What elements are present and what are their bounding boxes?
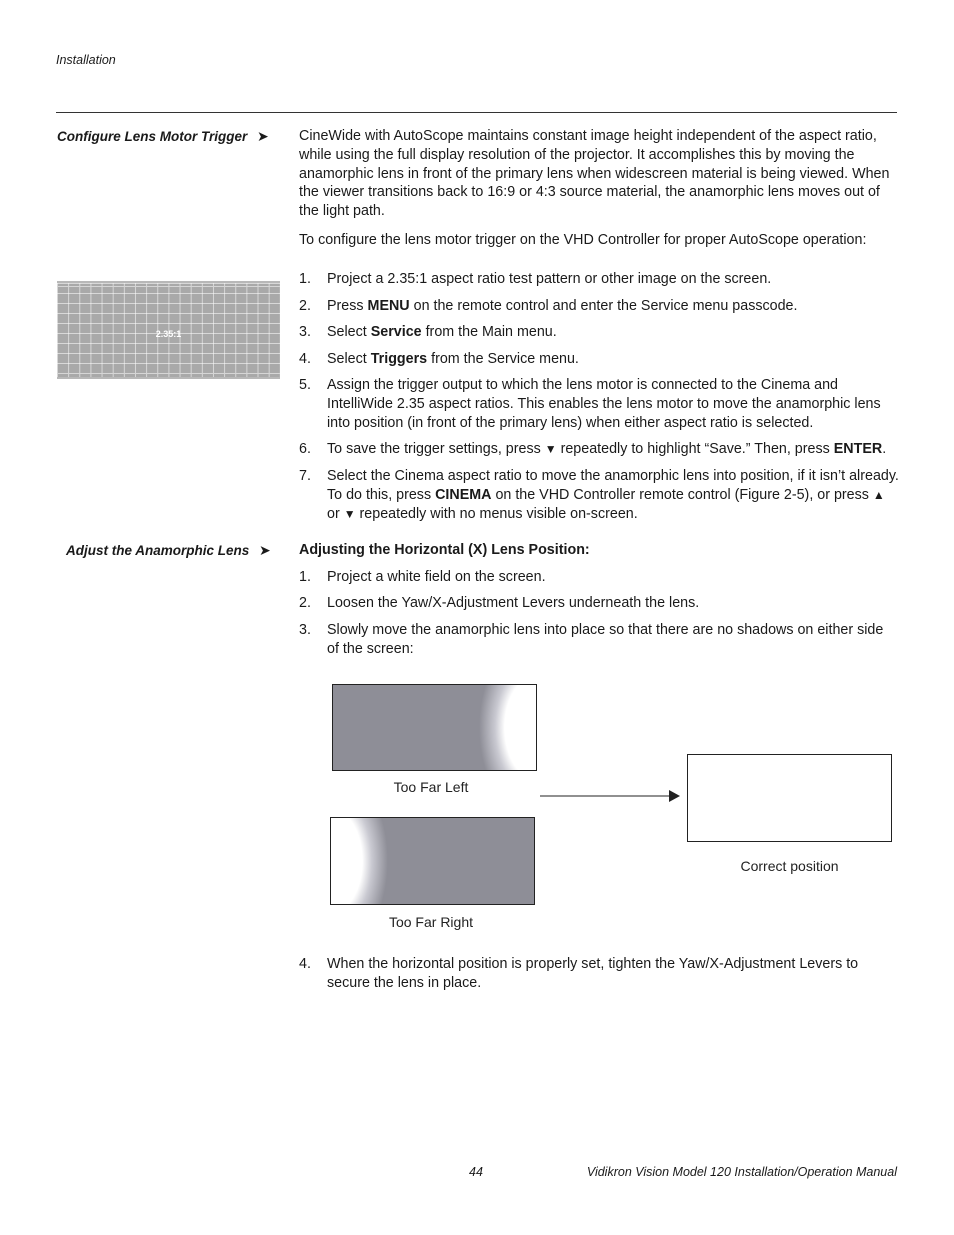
section-heading-anamorphic	[66, 542, 271, 559]
page-number: 44	[469, 1165, 483, 1179]
intro-paragraph-2: To configure the lens motor trigger on the VHD Controller for proper AutoScope operation:	[299, 231, 867, 248]
label-too-far-right: Too Far Right	[388, 914, 474, 930]
section-title: Adjust the Anamorphic Lens	[66, 543, 250, 558]
arrow-connector	[539, 788, 681, 804]
down-triangle-icon: ▼	[544, 442, 557, 456]
running-header: Installation	[56, 53, 116, 67]
section-heading-lens-motor	[57, 128, 269, 145]
label-too-far-left: Too Far Left	[393, 779, 469, 795]
label-correct-position: Correct position	[740, 858, 839, 874]
header-rule	[56, 112, 897, 113]
pattern-stripe	[57, 286, 280, 287]
arrow-right-icon: ➤	[257, 128, 269, 144]
screen-too-far-right	[330, 817, 535, 905]
steps-list-lens: 1. Project a white field on the screen. 2. Loosen the Yaw/X-Adjustment Levers underneath the lens. 3. Slowly move the anamorphic lens into place so that there are no shadows on either side of the screen:	[299, 569, 884, 657]
arrowhead-icon	[669, 790, 680, 802]
down-triangle-icon: ▼	[343, 506, 356, 521]
up-triangle-icon: ▲	[872, 487, 885, 502]
section-title: Configure Lens Motor Trigger	[57, 129, 248, 144]
test-pattern-image	[57, 281, 280, 379]
intro-block	[299, 127, 899, 250]
intro-paragraph: CineWide with AutoScope maintains constant image height independent of the aspect ratio, while using the full display resolution of the projector. It accomplishes this by moving the anamorphic lens in front of the primary lens when widescreen material is being viewed. When the viewer transitions back to 16:9 or 4:3 source material, the anamorphic lens moves out of the light path.	[299, 128, 890, 220]
arrow-right-icon: ➤	[259, 542, 271, 558]
pattern-stripe	[57, 373, 280, 374]
aspect-ratio-label: 2.35:1	[155, 329, 182, 339]
screen-correct-position	[687, 754, 892, 842]
screen-too-far-left	[332, 684, 537, 771]
steps-list-lens-continued: 4. When the horizontal position is properly set, tighten the Yaw/X-Adjustment Levers to secure the lens in place.	[299, 956, 859, 991]
subheading: Adjusting the Horizontal (X) Lens Position:	[299, 542, 590, 558]
steps-list-trigger: 1. Project a 2.35:1 aspect ratio test pattern or other image on the screen. 2. Press MENU on the remote control and enter the Service menu passcode. 3. Select Service from the Main menu. 4. Select Triggers from the Service menu. 5. Assign the trigger output to which the lens motor is connected to the Cinema and IntelliWide 2.35 aspect ratios. This enables the lens motor to move the anamorphic lens into position (in front of the primary lens) when either aspect ratio is selected. 6. To save the trigger settings, press ▼ repeatedly to highlight “Save.” Then, press ENTER. 7. Select the Cinema aspect ratio to move the anamorphic lens into position, if it isn’t already. To do this, press CINEMA on the VHD Controller remote control (Figure 2-5), or press ▲ or ▼ repeatedly with no menus visible on-screen.	[299, 271, 899, 522]
manual-title: Vidikron Vision Model 120 Installation/Operation Manual	[586, 1165, 897, 1179]
